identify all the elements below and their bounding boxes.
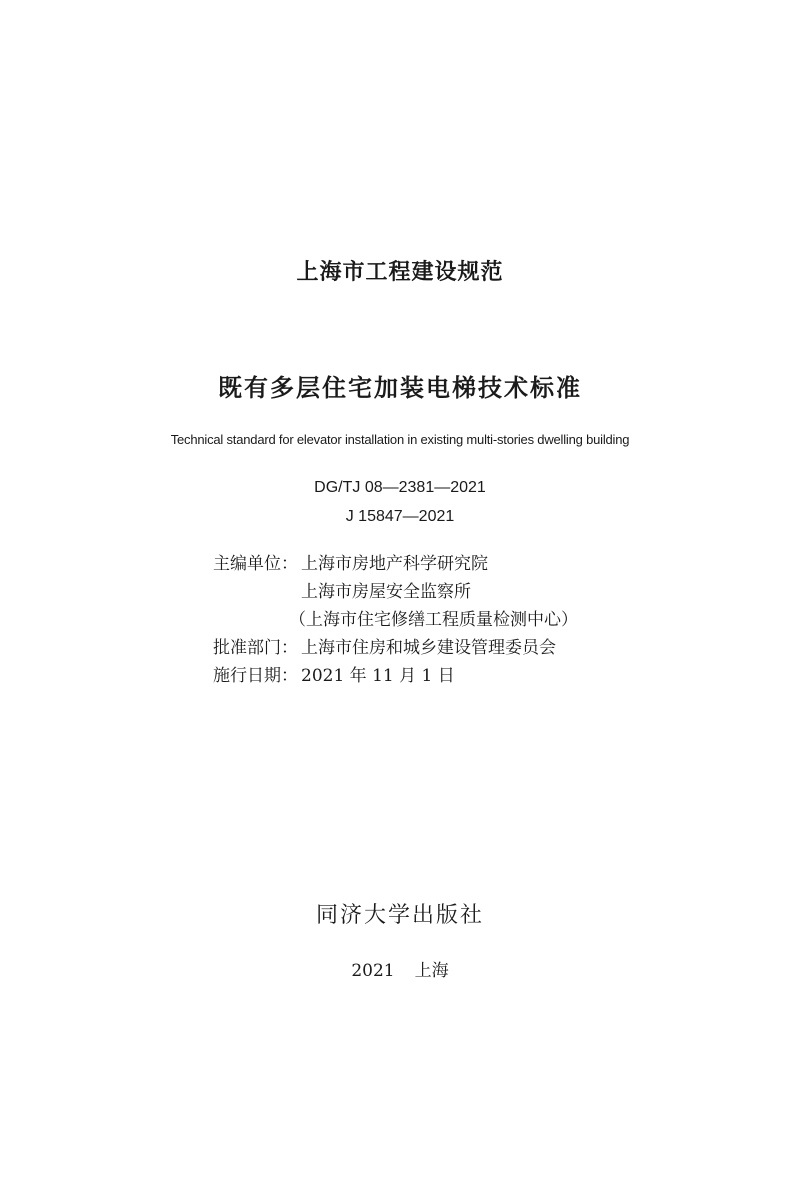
approver-value: 上海市住房和城乡建设管理委员会 [301, 638, 556, 658]
editor-line-2: 上海市房屋安全监察所 [301, 582, 471, 602]
editor-row [213, 550, 578, 578]
effective-label: 施行日期： [213, 666, 298, 686]
record-code: J 15847—2021 [345, 508, 455, 525]
approver-row [213, 634, 578, 662]
editor-row-3 [213, 606, 578, 634]
editor-label: 主编单位： [213, 554, 298, 574]
info-block [213, 550, 578, 690]
effective-value: 2021 年 11 月 1 日 [301, 666, 455, 686]
main-title: 既有多层住宅加装电梯技术标准 [218, 374, 582, 402]
publisher: 同济大学出版社 [315, 903, 484, 928]
publication-line [0, 956, 800, 981]
editor-line-1: 上海市房地产科学研究院 [301, 554, 488, 574]
series-title: 上海市工程建设规范 [296, 260, 504, 285]
editor-row-2 [213, 578, 578, 606]
standard-code: DG/TJ 08—2381—2021 [314, 479, 486, 496]
publication-year: 2021 [351, 961, 395, 981]
editor-line-3: （上海市住宅修缮工程质量检测中心） [289, 610, 578, 630]
approver-label: 批准部门： [213, 638, 298, 658]
info-label-spacer [213, 578, 301, 606]
publication-place: 上海 [414, 961, 449, 981]
info-label-spacer [213, 606, 289, 634]
english-title: Technical standard for elevator installation in existing multi-stories dwelling building [170, 432, 630, 447]
effective-row [213, 662, 578, 690]
